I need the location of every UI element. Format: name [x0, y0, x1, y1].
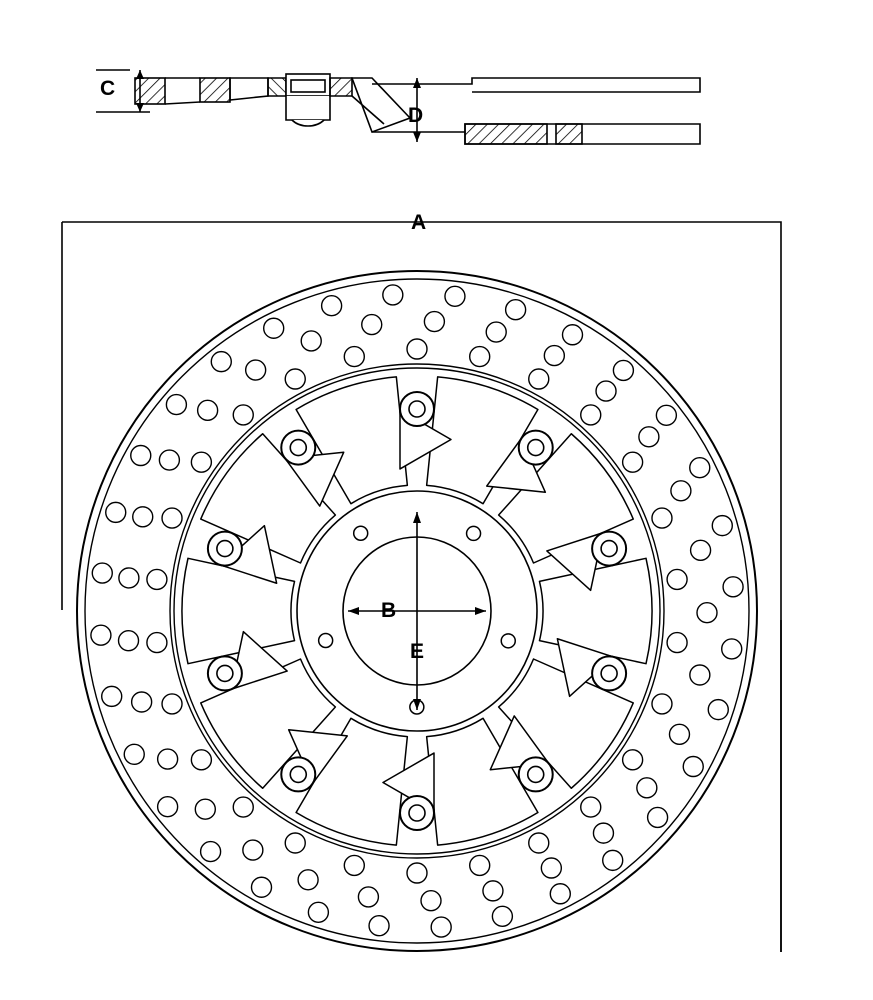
drilled-hole: [162, 508, 182, 528]
drilled-hole: [613, 360, 633, 380]
drilled-hole: [132, 692, 152, 712]
drilled-hole: [191, 452, 211, 472]
drilled-hole: [652, 508, 672, 528]
drilled-hole: [106, 502, 126, 522]
drilled-hole: [431, 917, 451, 937]
drilled-hole: [191, 750, 211, 770]
drilled-hole: [264, 318, 284, 338]
drilled-hole: [147, 569, 167, 589]
drilled-hole: [246, 360, 266, 380]
mounting-bolt-hole: [467, 526, 481, 540]
drilled-hole: [648, 807, 668, 827]
section-right-carrier: [330, 78, 410, 132]
mounting-bolt-hole: [319, 634, 333, 648]
drilled-hole: [198, 400, 218, 420]
drilled-hole: [195, 799, 215, 819]
drilled-hole: [723, 577, 743, 597]
section-hub-boss: [286, 74, 330, 126]
drilled-hole: [424, 312, 444, 332]
drilled-hole: [285, 833, 305, 853]
drilled-hole: [690, 665, 710, 685]
drilled-hole: [233, 405, 253, 425]
drilled-hole: [92, 563, 112, 583]
drilled-hole: [690, 458, 710, 478]
drilled-hole: [470, 855, 490, 875]
drilled-hole: [669, 724, 689, 744]
drilled-hole: [201, 842, 221, 862]
drilled-hole: [637, 778, 657, 798]
drilled-hole: [529, 369, 549, 389]
drilled-hole: [563, 325, 583, 345]
section-left-carrier: [268, 78, 286, 96]
drilled-hole: [445, 286, 465, 306]
drilled-hole: [158, 749, 178, 769]
floating-rivet-inner: [409, 805, 425, 821]
drilled-hole: [722, 639, 742, 659]
drilled-hole: [691, 540, 711, 560]
drilled-hole: [603, 850, 623, 870]
drilled-hole: [639, 427, 659, 447]
floating-rivet-inner: [528, 440, 544, 456]
drilled-hole: [596, 381, 616, 401]
floating-rivet-inner: [409, 401, 425, 417]
drilled-hole: [544, 346, 564, 366]
dimension-label-a: A: [411, 211, 427, 234]
drilled-hole: [541, 858, 561, 878]
drilled-hole: [158, 797, 178, 817]
drilled-hole: [623, 750, 643, 770]
drilled-hole: [308, 902, 328, 922]
drilled-hole: [656, 405, 676, 425]
drilled-hole: [581, 405, 601, 425]
drilled-hole: [162, 694, 182, 714]
drilled-hole: [369, 916, 389, 936]
drilled-hole: [147, 633, 167, 653]
drilled-hole: [506, 300, 526, 320]
mounting-bolt-hole: [354, 526, 368, 540]
drilled-hole: [344, 855, 364, 875]
drilled-hole: [344, 347, 364, 367]
drilled-hole: [667, 633, 687, 653]
drilled-hole: [407, 863, 427, 883]
drilled-hole: [593, 823, 613, 843]
drilled-hole: [252, 877, 272, 897]
drilled-hole: [159, 450, 179, 470]
floating-rivet-inner: [217, 665, 233, 681]
drilled-hole: [362, 315, 382, 335]
drilled-hole: [421, 891, 441, 911]
drilled-hole: [623, 452, 643, 472]
drilled-hole: [486, 322, 506, 342]
drilled-hole: [119, 631, 139, 651]
dimension-label-d: D: [408, 104, 424, 127]
drilled-hole: [708, 700, 728, 720]
drilled-hole: [667, 569, 687, 589]
drilled-hole: [243, 840, 263, 860]
drilled-hole: [91, 625, 111, 645]
drilled-hole: [102, 686, 122, 706]
drilled-hole: [550, 884, 570, 904]
drilled-hole: [407, 339, 427, 359]
drilled-hole: [124, 744, 144, 764]
drilled-hole: [298, 870, 318, 890]
drilled-hole: [581, 797, 601, 817]
floating-rivet-inner: [217, 541, 233, 557]
front-view: [77, 271, 757, 951]
drilled-hole: [483, 881, 503, 901]
drilled-hole: [383, 285, 403, 305]
floating-rivet-inner: [601, 665, 617, 681]
section-left-rotor: [135, 78, 268, 104]
drilled-hole: [211, 352, 231, 372]
floating-rivet-inner: [528, 766, 544, 782]
floating-rivet-inner: [290, 440, 306, 456]
floating-rivet-inner: [601, 541, 617, 557]
drilled-hole: [697, 603, 717, 623]
drilled-hole: [683, 757, 703, 777]
drilled-hole: [131, 446, 151, 466]
floating-rivet-inner: [290, 766, 306, 782]
drilled-hole: [119, 568, 139, 588]
drilled-hole: [285, 369, 305, 389]
dimension-label-b: B: [381, 599, 397, 622]
drilled-hole: [492, 906, 512, 926]
dimension-label-c: C: [100, 77, 116, 100]
cross-section-view: [96, 70, 700, 144]
drilled-hole: [166, 395, 186, 415]
drilled-hole: [671, 481, 691, 501]
drilled-hole: [322, 296, 342, 316]
drilled-hole: [233, 797, 253, 817]
dimension-label-e: E: [410, 640, 425, 663]
drilled-hole: [301, 331, 321, 351]
drilled-hole: [133, 507, 153, 527]
mounting-bolt-hole: [501, 634, 515, 648]
drilled-hole: [712, 516, 732, 536]
drilled-hole: [652, 694, 672, 714]
drilled-hole: [529, 833, 549, 853]
drilled-hole: [358, 887, 378, 907]
drilled-hole: [470, 347, 490, 367]
